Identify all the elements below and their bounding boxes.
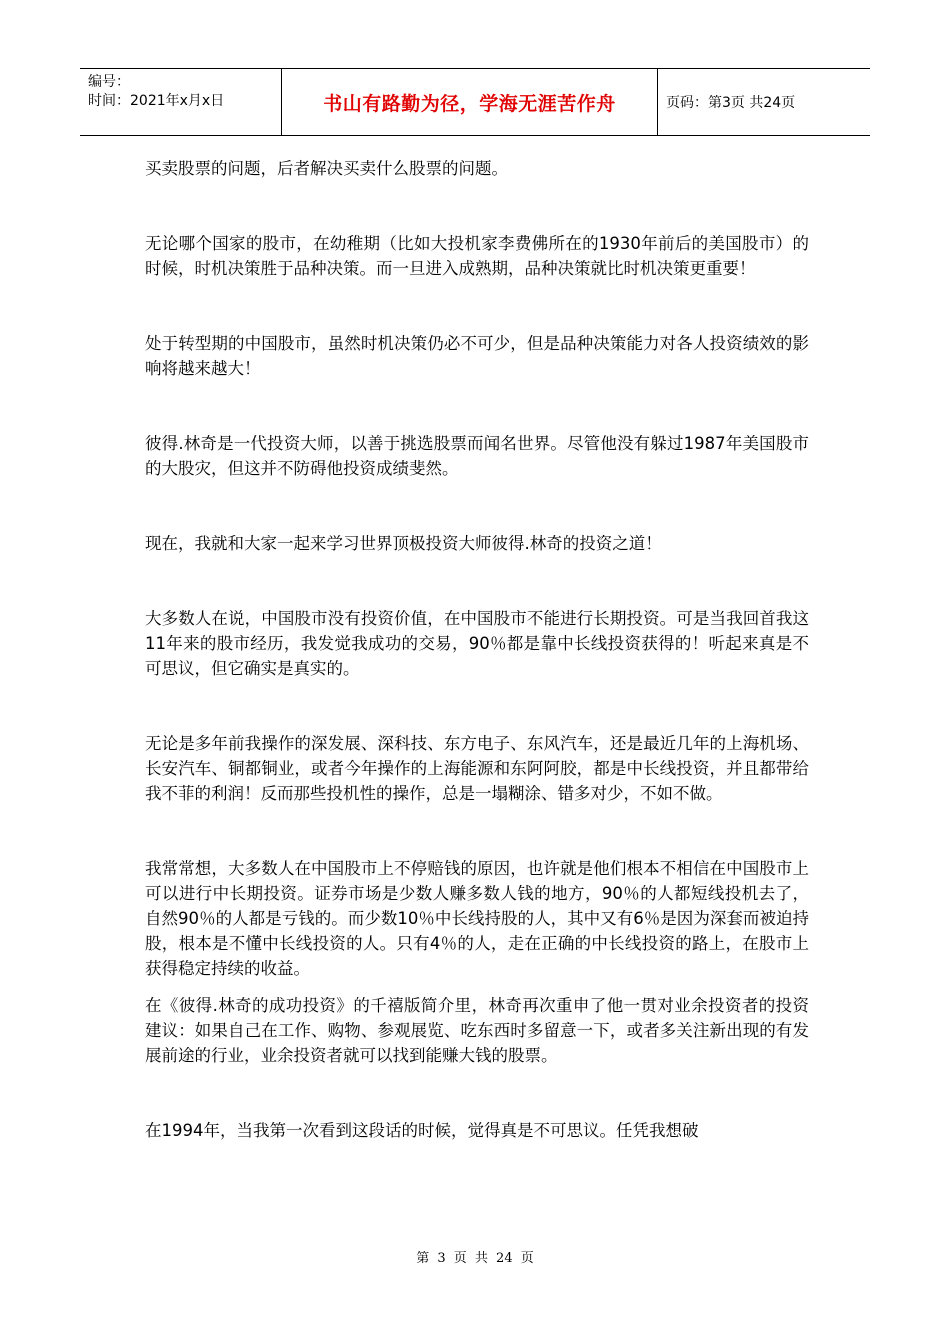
document-body (145, 156, 809, 1143)
paragraph: 无论哪个国家的股市，在幼稚期（比如大投机家李费佛所在的1930年前后的美国股市）的时候，时机决策胜于品种决策。而一旦进入成熟期，品种决策就比时机决策更重要！ (145, 234, 809, 278)
paragraph: 在1994年，当我第一次看到这段话的时候，觉得真是不可思议。任凭我想破 (145, 1121, 699, 1140)
page-info: 页码：第3页 共24页 (666, 95, 796, 111)
paragraph: 在《彼得.林奇的成功投资》的千禧版简介里，林奇再次重申了他一贯对业余投资者的投资建议：如果自己在工作、购物、参观展览、吃东西时多留意一下，或者多关注新出现的有发展前途的行业，业余投资者就可以找到能赚大钱的股票。 (145, 996, 809, 1065)
paragraph: 我常常想，大多数人在中国股市上不停赔钱的原因，也许就是他们根本不相信在中国股市上可以进行中长期投资。证券市场是少数人赚多数人钱的地方，90％的人都短线投机去了，自然90％的人都是亏钱的。而少数10％中长线持股的人，其中又有6％是因为深套而被迫持股，根本是不懂中长线投资的人。只有4％的人，走在正确的中长线投资的路上，在股市上获得稳定持续的收益。 (145, 859, 809, 978)
paragraph: 彼得.林奇是一代投资大师，以善于挑选股票而闻名世界。尽管他没有躲过1987年美国股市的大股灾，但这并不防碍他投资成绩斐然。 (145, 434, 809, 478)
page-footer: 第 3 页 共 24 页 (416, 1251, 534, 1266)
time-label: 时间：2021年x月x日 (88, 93, 225, 109)
header-meta (80, 69, 282, 135)
paragraph: 买卖股票的问题，后者解决买卖什么股票的问题。 (145, 159, 508, 178)
paragraph: 现在，我就和大家一起来学习世界顶极投资大师彼得.林奇的投资之道！ (145, 534, 662, 553)
paragraph: 大多数人在说，中国股市没有投资价值，在中国股市不能进行长期投资。可是当我回首我这11年来的股市经历，我发觉我成功的交易，90％都是靠中长线投资获得的！听起来真是不可思议，但它确实是真实的。 (145, 609, 809, 678)
paragraph: 无论是多年前我操作的深发展、深科技、东方电子、东风汽车，还是最近几年的上海机场、长安汽车、铜都铜业，或者今年操作的上海能源和东阿阿胶，都是中长线投资，并且都带给我不菲的利润！反而那些投机性的操作，总是一塌糊涂、错多对少，不如不做。 (145, 734, 809, 803)
number-label: 编号： (88, 74, 130, 90)
motto: 书山有路勤为径，学海无涯苦作舟 (282, 69, 658, 135)
page-header (80, 68, 870, 136)
paragraph: 处于转型期的中国股市，虽然时机决策仍必不可少，但是品种决策能力对各人投资绩效的影响将越来越大！ (145, 334, 809, 378)
